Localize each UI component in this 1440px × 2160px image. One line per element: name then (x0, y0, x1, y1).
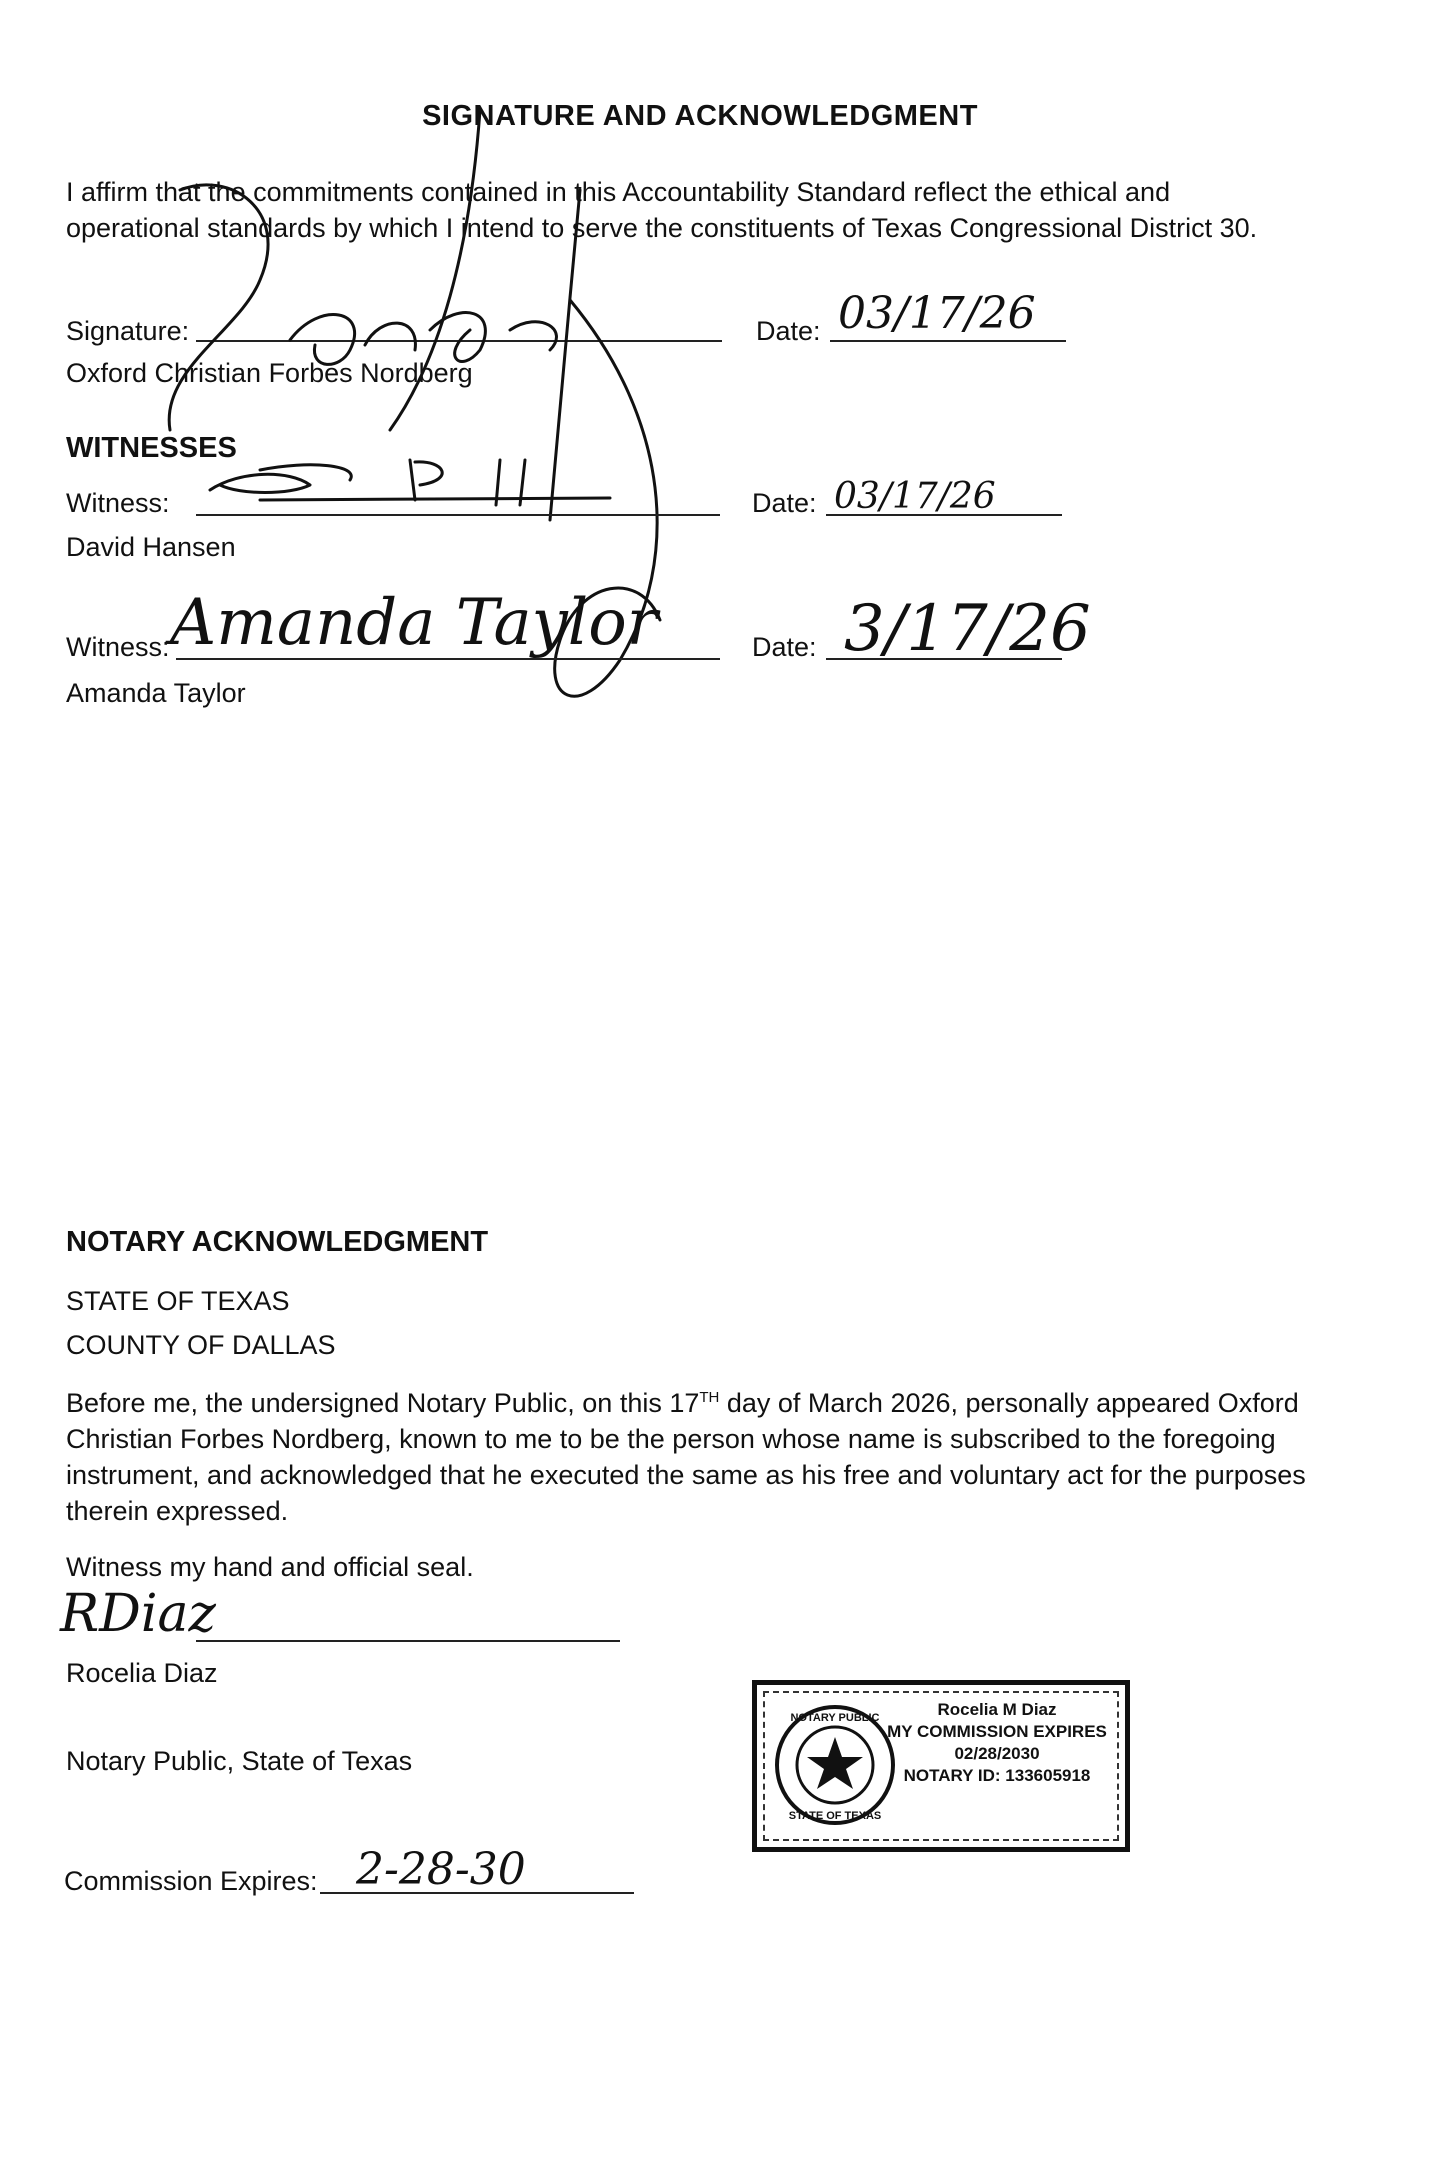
witness-2-label: Witness: (66, 632, 170, 662)
signer-name: Oxford Christian Forbes Nordberg (66, 358, 473, 388)
notary-heading: NOTARY ACKNOWLEDGMENT (66, 1226, 489, 1258)
notary-county: COUNTY OF DALLAS (66, 1330, 336, 1360)
affirmation-line-1: I affirm that the commitments contained in this Accountability Standard reflect the ethical and (66, 177, 1171, 207)
notary-name: Rocelia Diaz (66, 1658, 218, 1688)
witness-1-name: David Hansen (66, 532, 236, 562)
notary-body-line-2: Christian Forbes Nordberg, known to me to be the person whose name is subscribed to the foregoing (66, 1424, 1276, 1454)
signer-date-line (830, 340, 1066, 342)
commission-expires-label: Commission Expires: (64, 1866, 318, 1896)
notary-signature-text: RDiaz (60, 1584, 216, 1644)
notary-stamp (752, 1680, 1130, 1852)
signature-label: Signature: (66, 316, 190, 346)
notary-seal-icon (771, 1701, 899, 1829)
witness-1-date-handwritten: 03/17/26 (834, 476, 996, 517)
commission-expires-handwritten: 2-28-30 (356, 1844, 526, 1895)
witness-1-signature-scrawl (200, 440, 620, 520)
signer-date-handwritten: 03/17/26 (838, 288, 1036, 339)
notary-state: STATE OF TEXAS (66, 1286, 290, 1316)
notary-signature-line (196, 1640, 620, 1642)
witness-1-date-label: Date: (752, 488, 817, 518)
stamp-commission-label: MY COMMISSION EXPIRES (887, 1722, 1107, 1741)
notary-body-line-1: Before me, the undersigned Notary Public, on this 17TH day of March 2026, personally appeared Oxford (66, 1388, 1299, 1418)
notary-body-line-4: therein expressed. (66, 1496, 289, 1526)
witness-1-label: Witness: (66, 488, 170, 518)
notary-title: Notary Public, State of Texas (66, 1746, 413, 1776)
stamp-text-block (887, 1699, 1107, 1787)
notary-body (66, 1380, 1396, 1529)
witness-2-name: Amanda Taylor (66, 678, 246, 708)
notary-body-line-3: instrument, and acknowledged that he executed the same as his free and voluntary act for the purposes (66, 1460, 1306, 1490)
stamp-notary-id: NOTARY ID: 133605918 (903, 1766, 1091, 1785)
stamp-name: Rocelia M Diaz (937, 1700, 1057, 1719)
seal-bottom-text: STATE OF TEXAS (788, 1810, 882, 1822)
witness-2-date-handwritten: 3/17/26 (844, 592, 1091, 666)
signer-date-label: Date: (756, 316, 821, 346)
notary-witness-seal: Witness my hand and official seal. (66, 1552, 474, 1582)
witness-2-date-label: Date: (752, 632, 817, 662)
stamp-expires: 02/28/2030 (954, 1744, 1040, 1763)
witness-2-signature-text: Amanda Taylor (170, 586, 658, 660)
affirmation-line-2: operational standards by which I intend to serve the constituents of Texas Congressional District 30. (66, 213, 1258, 243)
seal-top-text: NOTARY PUBLIC (790, 1712, 880, 1724)
witnesses-heading: WITNESSES (66, 432, 237, 464)
page-title: SIGNATURE AND ACKNOWLEDGMENT (422, 100, 978, 132)
